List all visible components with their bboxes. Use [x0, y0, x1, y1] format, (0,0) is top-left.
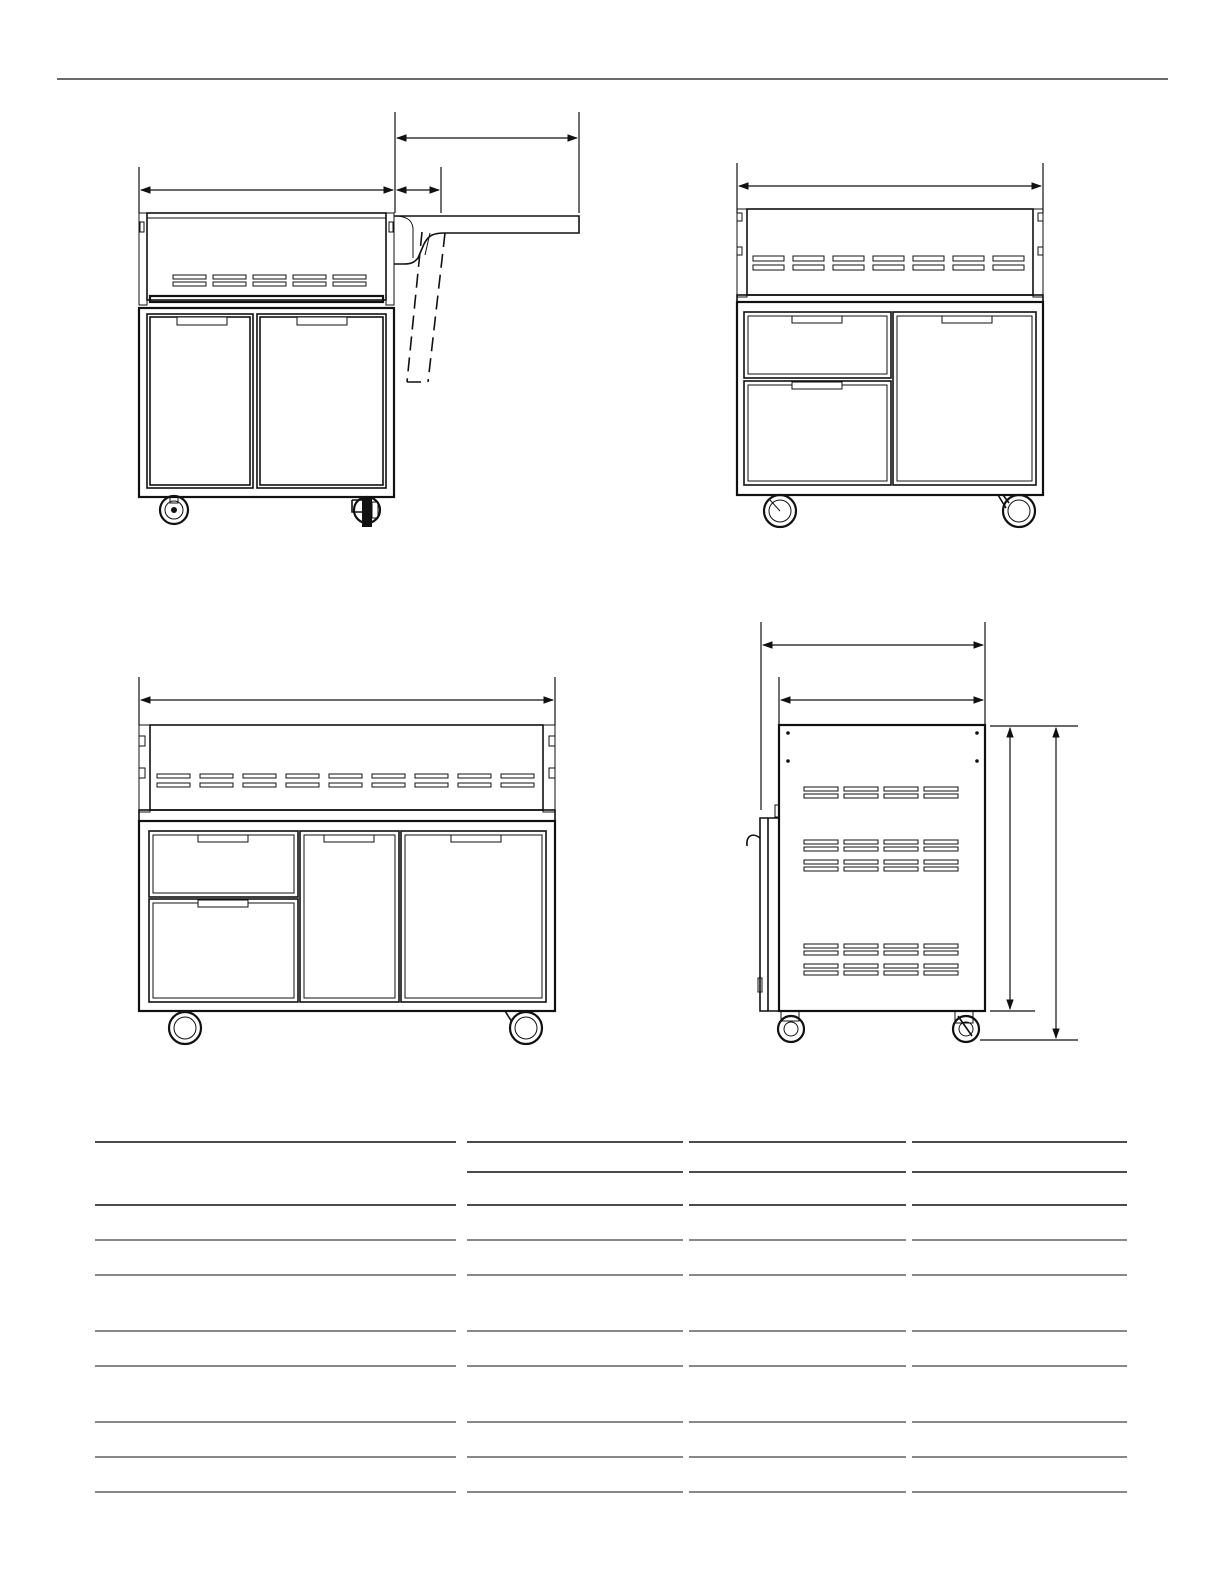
hood-vents-fig2: [753, 256, 1024, 270]
figure-cart-36-front: [737, 163, 1043, 527]
side-vents-fig4: [804, 787, 958, 975]
figure-cart-48-front: [139, 677, 555, 1044]
casters-fig3: [169, 1011, 542, 1044]
casters-fig4: [778, 1011, 979, 1042]
hood-vents-fig3: [157, 774, 534, 787]
casters-fig1: [160, 496, 380, 527]
casters-fig2: [764, 495, 1035, 527]
figure-cart-with-side-burner: [139, 112, 579, 527]
hood-vents-fig1: [173, 275, 366, 286]
spec-table: [95, 1142, 1127, 1492]
dimension-lines-fig4: [761, 622, 1078, 1040]
dimension-lines-fig3: [139, 677, 555, 725]
dimension-lines-fig2: [737, 163, 1043, 213]
dimension-lines-fig1: [139, 112, 579, 213]
figure-cart-side-view: [747, 622, 1078, 1042]
